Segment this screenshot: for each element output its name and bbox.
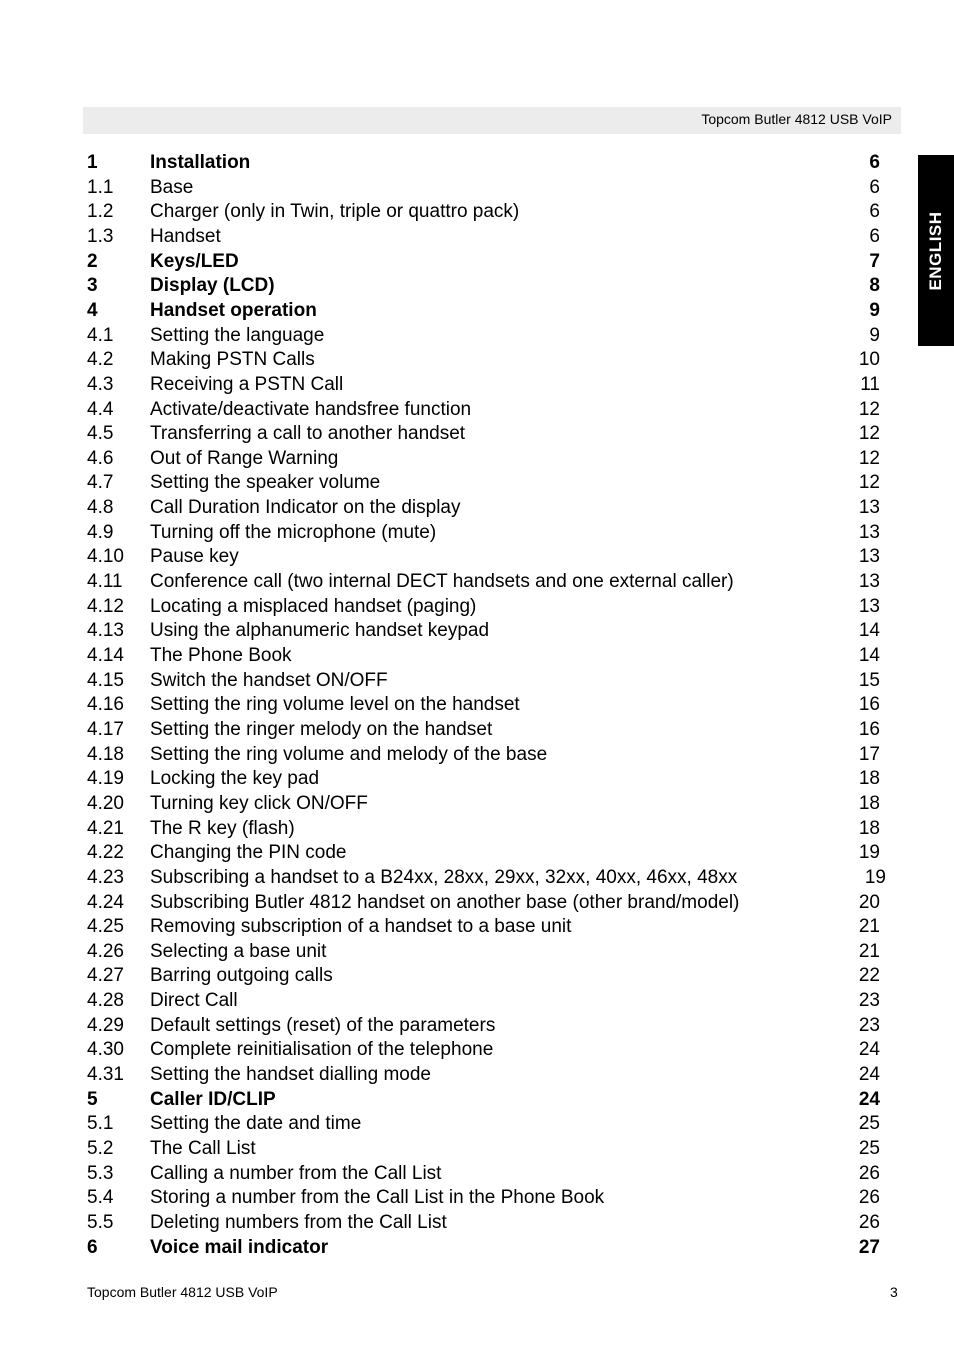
toc-entry-page: 15 [858, 669, 880, 691]
toc-entry-page: 24 [858, 1064, 880, 1086]
toc-entry-title: Setting the handset dialling mode [150, 1064, 431, 1086]
toc-entry-title: Turning key click ON/OFF [150, 792, 368, 814]
toc-entry-number: 4.16 [87, 694, 124, 716]
toc-entry-number: 4.8 [87, 497, 114, 519]
toc-entry-number: 4.4 [87, 398, 114, 420]
toc-entry [0, 817, 954, 842]
toc-entry-number: 4.30 [87, 1039, 124, 1061]
toc-entry-title: Making PSTN Calls [150, 349, 315, 371]
toc-entry [0, 1211, 954, 1236]
toc-entry-number: 4.21 [87, 817, 124, 839]
toc-entry-title: The Call List [150, 1138, 256, 1159]
toc-entry-page: 12 [858, 398, 880, 420]
toc-entry [0, 570, 954, 595]
toc-entry [0, 373, 954, 398]
toc-entry-page: 11 [860, 373, 880, 395]
toc-entry-title: Out of Range Warning [150, 447, 339, 469]
toc-entry [0, 767, 954, 792]
toc-entry-number: 3 [87, 275, 98, 297]
toc-entry-number: 4.24 [87, 891, 124, 913]
toc-entry [0, 151, 954, 176]
toc-entry-number: 5.1 [87, 1113, 114, 1135]
toc-entry-title: Barring outgoing calls [150, 965, 333, 987]
toc-entry-page: 10 [858, 349, 880, 371]
toc-entry-number: 4.18 [87, 743, 124, 765]
toc-entry [0, 299, 954, 324]
toc-entry-number: 1 [87, 152, 98, 173]
footer-page-number: 3 [890, 1284, 898, 1300]
toc-entry [0, 545, 954, 570]
toc-entry-title: Switch the handset ON/OFF [150, 669, 388, 691]
toc-entry-title: Changing the PIN code [150, 842, 347, 864]
toc-entry-number: 4.31 [87, 1064, 124, 1086]
toc-entry-title: Keys/LED [150, 250, 239, 272]
toc-entry [0, 619, 954, 644]
toc-entry-number: 4.12 [87, 595, 124, 617]
toc-entry-title: Removing subscription of a handset to a base unit [150, 916, 572, 938]
toc-entry-title: Activate/deactivate handsfree function [150, 398, 472, 420]
toc-entry-title: Setting the language [150, 324, 325, 346]
toc-entry-title: Voice mail indicator [150, 1236, 329, 1258]
toc-entry-page: 13 [858, 595, 880, 617]
toc-entry-number: 5 [87, 1088, 98, 1110]
toc-entry-number: 4.10 [87, 546, 124, 568]
toc-entry-title: Storing a number from the Call List in the Phone Book [150, 1187, 605, 1209]
toc-entry [0, 964, 954, 989]
toc-entry-title: Locating a misplaced handset (paging) [150, 595, 477, 617]
toc-entry-title: Setting the ring volume and melody of the base [150, 743, 548, 765]
footer-title: Topcom Butler 4812 USB VoIP [87, 1284, 278, 1300]
toc-entry [0, 1186, 954, 1211]
toc-entry-page: 16 [858, 694, 880, 716]
toc-entry-page: 24 [858, 1039, 880, 1061]
toc-entry [0, 274, 954, 299]
toc-entry-title: Subscribing a handset to a B24xx, 28xx, 29xx, 32xx, 40xx, 46xx, 48xx [150, 866, 738, 888]
toc-entry [0, 250, 954, 275]
toc-entry [0, 1088, 954, 1113]
toc-entry-page: 21 [858, 916, 880, 938]
toc-entry-number: 4.28 [87, 990, 124, 1012]
header-title: Topcom Butler 4812 USB VoIP [701, 111, 892, 127]
toc-entry [0, 496, 954, 521]
toc-entry-number: 1.3 [87, 225, 114, 247]
toc-entry [0, 891, 954, 916]
toc-entry-page: 13 [858, 546, 880, 568]
toc-entry-title: Setting the speaker volume [150, 472, 381, 494]
toc-entry-title: Selecting a base unit [150, 940, 327, 962]
toc-entry-number: 4.26 [87, 940, 124, 962]
toc-entry [0, 1063, 954, 1088]
toc-entry [0, 176, 954, 201]
toc-entry-title: Default settings (reset) of the parameters [150, 1014, 496, 1036]
toc-entry-title: Base [150, 176, 194, 198]
toc-entry [0, 644, 954, 669]
toc-entry [0, 841, 954, 866]
toc-entry [0, 1038, 954, 1063]
toc-entry-page: 9 [869, 324, 880, 346]
toc-entry-title: Receiving a PSTN Call [150, 373, 344, 395]
toc-entry-title: Transferring a call to another handset [150, 423, 466, 445]
toc-entry-number: 4.23 [87, 866, 124, 888]
toc-entry-title: Setting the ringer melody on the handset [150, 718, 493, 740]
toc-entry-title: Handset [150, 225, 221, 247]
toc-entry-page: 26 [858, 1187, 880, 1209]
toc-entry-number: 6 [87, 1236, 98, 1258]
toc-entry-number: 4.29 [87, 1014, 124, 1036]
toc-entry [0, 422, 954, 447]
toc-entry-number: 4.15 [87, 669, 124, 691]
toc-entry-number: 4.5 [87, 423, 114, 445]
toc-entry-number: 4.1 [87, 324, 114, 346]
toc-entry-page: 6 [869, 201, 880, 223]
toc-entry [0, 398, 954, 423]
toc-entry-number: 4.19 [87, 768, 124, 790]
toc-entry-title: Setting the ring volume level on the handset [150, 694, 520, 716]
toc-entry-title: Subscribing Butler 4812 handset on another base (other brand/model) [150, 891, 740, 913]
toc-entry [0, 595, 954, 620]
toc-entry-title: Call Duration Indicator on the display [150, 497, 461, 519]
toc-entry [0, 1236, 954, 1261]
toc-entry-page: 22 [858, 965, 880, 987]
toc-entry-title: Deleting numbers from the Call List [150, 1211, 447, 1233]
toc-entry-page: 24 [858, 1088, 880, 1110]
toc-entry-number: 4.25 [87, 916, 124, 938]
toc-entry-page: 14 [858, 645, 880, 666]
toc-entry-number: 4.27 [87, 965, 124, 987]
toc-entry [0, 225, 954, 250]
toc-entry-page: 9 [869, 299, 880, 321]
toc-entry [0, 471, 954, 496]
language-tab-label: ENGLISH [926, 210, 945, 291]
toc-entry-title: Caller ID/CLIP [150, 1088, 276, 1110]
toc-entry-number: 4.22 [87, 842, 124, 864]
toc-entry [0, 669, 954, 694]
toc-entry-page: 13 [858, 571, 880, 593]
toc-entry-number: 4.17 [87, 718, 124, 740]
toc-entry-number: 4 [87, 299, 98, 321]
toc-entry-title: Using the alphanumeric handset keypad [150, 620, 490, 642]
toc-entry-page: 25 [858, 1113, 880, 1135]
toc-entry [0, 989, 954, 1014]
toc-entry-number: 4.13 [87, 620, 124, 642]
toc-entry-page: 27 [858, 1236, 880, 1258]
toc-entry-page: 18 [858, 817, 880, 839]
toc-entry-page: 17 [858, 743, 880, 765]
toc-entry-number: 2 [87, 250, 98, 272]
toc-entry-page: 8 [869, 275, 880, 297]
header-bar [83, 107, 901, 134]
toc-entry-page: 12 [858, 447, 880, 469]
toc-entry-number: 4.11 [87, 571, 123, 593]
toc-entry-title: Turning off the microphone (mute) [150, 521, 437, 543]
toc-entry [0, 348, 954, 373]
toc-entry-page: 21 [858, 940, 880, 962]
toc-entry-title: Locking the key pad [150, 768, 320, 790]
toc-entry-page: 12 [858, 472, 880, 494]
toc-entry-title: Pause key [150, 546, 239, 568]
toc-entry [0, 915, 954, 940]
toc-entry [0, 743, 954, 768]
toc-entry [0, 447, 954, 472]
toc-entry-page: 26 [858, 1162, 880, 1184]
toc-entry-page: 23 [858, 1014, 880, 1036]
toc-entry [0, 1014, 954, 1039]
toc-entry-page: 19 [858, 842, 880, 864]
toc-entry-title: Installation [150, 152, 251, 173]
toc-entry [0, 1162, 954, 1187]
toc-entry-page: 6 [869, 225, 880, 247]
toc-entry-page: 14 [858, 620, 880, 642]
toc-entry-title: Complete reinitialisation of the telephone [150, 1039, 494, 1061]
toc-entry-title: Direct Call [150, 990, 238, 1012]
toc-entry-page: 6 [869, 152, 880, 173]
toc-entry-number: 4.3 [87, 373, 114, 395]
toc-entry [0, 200, 954, 225]
toc-entry-number: 4.7 [87, 472, 114, 494]
toc-entry-page: 25 [858, 1138, 880, 1159]
toc-entry-number: 1.2 [87, 201, 114, 223]
toc-entry-title: Charger (only in Twin, triple or quattro pack) [150, 201, 520, 223]
toc-entry-number: 4.9 [87, 521, 114, 543]
toc-entry [0, 940, 954, 965]
toc-entry-title: Handset operation [150, 299, 317, 321]
toc-entry-title: The Phone Book [150, 645, 292, 666]
toc-entry-page: 23 [858, 990, 880, 1012]
toc-entry-page: 20 [858, 891, 880, 913]
toc-entry-number: 5.5 [87, 1211, 114, 1233]
toc-entry-page: 12 [858, 423, 880, 445]
toc-entry [0, 1112, 954, 1137]
toc-entry [0, 718, 954, 743]
toc-entry-title: Display (LCD) [150, 275, 275, 297]
toc-entry-number: 4.14 [87, 645, 124, 666]
toc-entry-page: 26 [858, 1211, 880, 1233]
toc-entry [0, 866, 954, 891]
toc-entry-number: 4.20 [87, 792, 124, 814]
toc-entry-number: 5.3 [87, 1162, 114, 1184]
toc-entry [0, 693, 954, 718]
toc-entry-page: 18 [858, 768, 880, 790]
toc-entry-number: 1.1 [87, 176, 114, 198]
toc-entry [0, 521, 954, 546]
toc-entry-number: 5.4 [87, 1187, 114, 1209]
toc-entry-number: 4.2 [87, 349, 114, 371]
toc-entry-title: Setting the date and time [150, 1113, 362, 1135]
toc-entry-title: Conference call (two internal DECT handsets and one external caller) [150, 571, 734, 593]
toc-entry-page: 18 [858, 792, 880, 814]
toc-entry [0, 792, 954, 817]
toc-entry [0, 324, 954, 349]
toc-entry-page: 19 [864, 866, 886, 888]
toc-entry-number: 4.6 [87, 447, 114, 469]
toc-entry-page: 7 [869, 250, 880, 272]
toc-entry-number: 5.2 [87, 1138, 114, 1159]
toc-entry [0, 1137, 954, 1162]
toc-entry-page: 13 [858, 497, 880, 519]
toc-entry-page: 16 [858, 718, 880, 740]
toc-entry-page: 6 [869, 176, 880, 198]
toc-entry-page: 13 [858, 521, 880, 543]
toc-entry-title: Calling a number from the Call List [150, 1162, 442, 1184]
toc-entry-title: The R key (flash) [150, 817, 295, 839]
